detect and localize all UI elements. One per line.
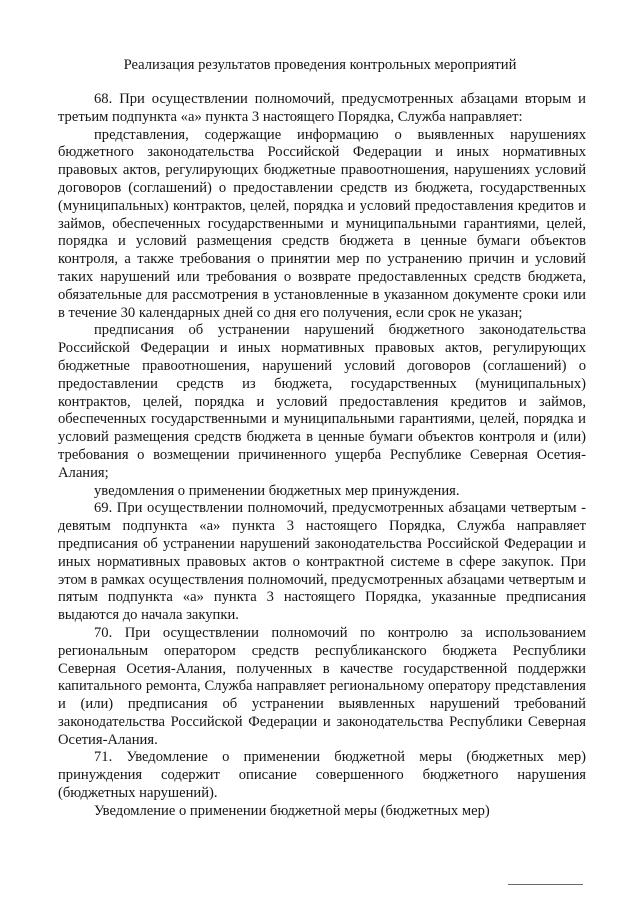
paragraph-69: 69. При осуществлении полномочий, предусмотренных абзацами четвертым - девятым подпункта «а» пункта 3 настоящего Порядка, Служба направляет предписания об устранении нарушений законодательства Российской Федерации и иных нормативных правовых актов о контрактной системе в сфере закупок. При этом в рамках осуществления полномочий, предусмотренных абзацами четвертым и пятым подпункта «а» пункта 3 настоящего Порядка, указанные предписания выдаются до начала закупки.	[58, 500, 586, 624]
paragraph-representations: представления, содержащие информацию о выявленных нарушениях бюджетного законодательства Российской Федерации и иных нормативных правовых актов, регулирующих бюджетные правоотношения, нарушениях условий договоров (соглашений) о предоставлении средств из бюджета, государственных (муниципальных) контрактов, целей, порядка и условий предоставления кредитов и займов, обеспеченных государственными и муниципальными гарантиями, целей, порядка и условий размещения средств бюджета в ценные бумаги объектов контроля, а также требования о принятии мер по устранению причин и условий таких нарушений или требования о возврате предоставленных средств бюджета, обязательные для рассмотрения в установленные в указанном документе сроки или в течение 30 календарных дней со дня его получения, если срок не указан;	[58, 126, 586, 321]
paragraph-71-continued: Уведомление о применении бюджетной меры (бюджетных мер)	[94, 802, 490, 819]
paragraph-prescriptions: предписания об устранении нарушений бюджетного законодательства Российской Федерации и иных нормативных правовых актов, регулирующих бюджетные правоотношения, нарушений условий договоров (соглашений) о предоставлении средств из бюджета, государственных (муниципальных) контрактов, целей, порядка и условий предоставления кредитов и займов, обеспеченных государственными и муниципальными гарантиями, целей, порядка и условий размещения средств бюджета в ценные бумаги объектов контроля и (или) требования о возмещении причиненного ущерба Республике Северная Осетия-Алания;	[58, 322, 586, 481]
paragraph-70: 70. При осуществлении полномочий по контролю за использованием региональным оператором средств республиканского бюджета Республики Северная Осетия-Алания, полученных в качестве государственной поддержки капитального ремонта, Служба направляет региональному оператору представления и (или) предписания об устранении выявленных нарушений требований законодательства Российской Федерации и законодательства Республики Северная Осетия-Алания.	[58, 624, 586, 748]
paragraph-71: 71. Уведомление о применении бюджетной меры (бюджетных мер) принуждения содержит описание совершенного бюджетного нарушения (бюджетных нарушений).	[58, 749, 586, 802]
paragraph-notifications: уведомления о применении бюджетных мер принуждения.	[94, 482, 460, 499]
section-heading: Реализация результатов проведения контрольных мероприятий	[123, 57, 517, 73]
document-body	[58, 91, 586, 821]
footer-divider	[508, 884, 583, 885]
paragraph-68-intro: 68. При осуществлении полномочий, предусмотренных абзацами вторым и третьим подпункта «а» пункта 3 настоящего Порядка, Служба направляет:	[58, 91, 586, 125]
